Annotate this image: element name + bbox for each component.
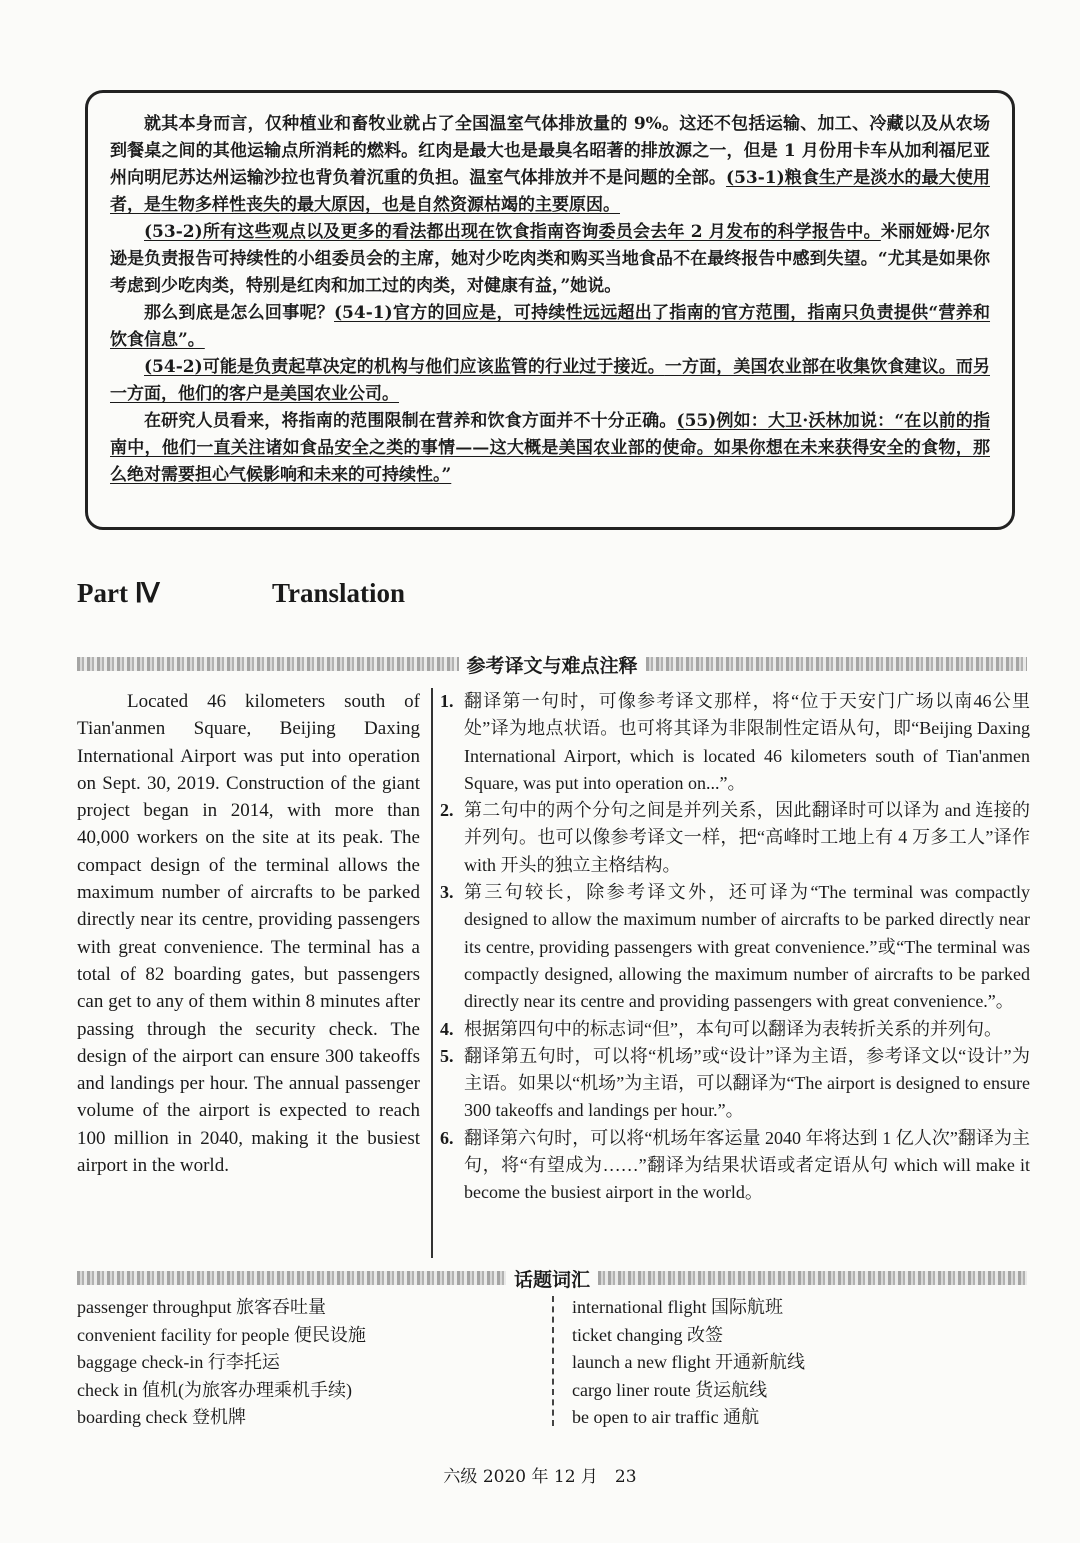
column-divider [431,688,433,1258]
bar-pattern-left [77,657,459,671]
bar-pattern-right [598,1271,1027,1285]
note-text: 翻译第五句时，可以将“机场”或“设计”译为主语，参考译文以“设计”为主语。如果以“机场”为主语，可以翻译为“The airport is designed to ensure 300 takeoffs and landings per hour.”。 [464,1045,1030,1121]
vocab-item: check in 值机(为旅客办理乘机手续) [77,1379,352,1400]
vocab-divider [552,1296,554,1426]
note-text: 根据第四句中的标志词“但”，本句可以翻译为表转折关系的并列句。 [464,1018,1002,1039]
paragraph-1 [110,111,990,219]
vocab-list-right [572,1294,805,1432]
sentence-55: (55)例如：大卫·沃林加说：“在以前的指南中，他们一直关注诸如食品安全之类的事情——这大概是美国农业部的使命。如果你想在未来获得安全的食物，那么绝对需要担心气候影响和未来的可持续性。” [110,411,990,485]
vocab-item: baggage check-in 行李托运 [77,1352,280,1372]
vocab-item: cargo liner route 货运航线 [572,1379,768,1400]
note-item [440,879,1030,1015]
note-number: 1. [440,691,454,711]
vocab-item: international flight 国际航班 [572,1297,783,1317]
note-number: 4. [440,1018,454,1039]
part-title: Translation [272,578,406,608]
vocab-item: ticket changing 改签 [572,1324,723,1345]
vocab-item: convenient facility for people 便民设施 [77,1324,366,1345]
vocab-list-left [77,1294,366,1432]
paragraph-5 [110,408,990,489]
paragraph-3-text: 那么到底是怎么回事呢？ [144,303,335,323]
section-bar-label: 参考译文与难点注释 [466,654,638,677]
vocab-item: passenger throughput 旅客吞吐量 [77,1297,326,1317]
paragraph-4 [110,354,990,408]
vocab-item: launch a new flight 开通新航线 [572,1352,805,1372]
reference-translation: Located 46 kilometers south of Tian'anmen Square, Beijing Daxing International Airport was put into operation on Sept. 30, 2019. Construction of the giant project began in 2014, with more than 40,000 workers on the site at its peak. The compact design of the terminal allows the maximum number of aircrafts to be parked directly near its centre, providing passengers with great convenience. The terminal has a total of 82 boarding gates, but passengers can get to any of them within 8 minutes after passing through the security check. The design of the airport can ensure 300 takeoffs and landings per hour. The annual passenger volume of the airport is expected to reach 100 million in 2040, making it the busiest airport in the world. [77,691,420,1177]
bar-pattern-left [77,1271,506,1285]
section-bar-reference [77,652,1027,676]
paragraph-5-text: 在研究人员看来，将指南的范围限制在营养和饮食方面并不十分正确。 [144,411,677,431]
reading-translation-box [85,90,1015,530]
paragraph-1-text: 就其本身而言，仅种植业和畜牧业就占了全国温室气体排放量的 9%。这还不包括运输、加工、冷藏以及从农场到餐桌之间的其他运输点所消耗的燃料。红肉是最大也是最臭名昭著的排放源之一，但是 1 月份用卡车从加利福尼亚州向明尼苏达州运输沙拉也背负着沉重的负担。温室气体排放并不是问题的全部。 [110,114,990,188]
note-text: 第二句中的两个分句之间是并列关系，因此翻译时可以译为 and 连接的并列句。也可以像参考译文一样，把“高峰时工地上有 4 万多工人”译作 with 开头的独立主格结构。 [464,800,1030,875]
page-footer: 六级 2020 年 12 月 23 [443,1467,637,1487]
vocab-item: boarding check 登机牌 [77,1407,246,1427]
section-bar-label: 话题词汇 [514,1268,591,1291]
note-text: 翻译第六句时，可以将“机场年客运量 2040 年将达到 1 亿人次”翻译为主句，将“有望成为……”翻译为结果状语或者定语从句 which will make it become the busiest airport in the world。 [464,1127,1030,1203]
paragraph-2-text: 米丽娅姆·尼尔逊是负责报告可持续性的小组委员会的主席，她对少吃肉类和购买当地食品不在最终报告中感到失望。“尤其是如果你考虑到少吃肉类，特别是红肉和加工过的肉类，对健康有益，”她说。 [110,222,990,296]
sentence-54-1: (54-1)官方的回应是，可持续性远远超出了指南的官方范围，指南只负责提供“营养和饮食信息”。 [110,303,991,350]
sentence-53-1: (53-1)粮食生产是淡水的最大使用者，是生物多样性丧失的最大原因，也是自然资源枯竭的主要原因。 [110,168,990,215]
sentence-53-2: (53-2)所有这些观点以及更多的看法都出现在饮食指南咨询委员会去年 2 月发布的科学报告中。 [144,222,881,242]
note-item [440,797,1030,879]
note-item [440,688,1030,797]
note-number: 5. [440,1045,454,1066]
note-number: 6. [440,1127,454,1148]
section-bar-vocabulary [77,1266,1027,1290]
sentence-54-2: (54-2)可能是负责起草决定的机构与他们应该监管的行业过于接近。 [144,357,665,377]
paragraph-2 [110,219,990,300]
vocab-item: be open to air traffic 通航 [572,1407,760,1427]
translation-notes [440,688,1030,1207]
part-number: Part Ⅳ [77,578,160,608]
note-number: 3. [440,882,454,903]
note-item [440,1016,1030,1043]
note-item [440,1125,1030,1207]
paragraph-4-text: 一方面，美国农业部在收集饮食建议。而另一方面，他们的客户是美国农业公司。 [110,357,990,404]
paragraph-3 [110,300,990,354]
note-number: 2. [440,800,454,821]
bar-pattern-right [646,657,1028,671]
note-item [440,1043,1030,1125]
note-text: 翻译第一句时，可像参考译文那样，将“位于天安门广场以南46公里处”译为地点状语。也可将其译为非限制性定语从句，即“Beijing Daxing International Airport, which is located 46 kilometers south of Tian'anmen Square, was put into operation on...”。 [464,691,1030,793]
note-text: 第三句较长，除参考译文外，还可译为“The terminal was compactly designed to allow the maximum number of aircrafts to be parked directly near its centre, providing passengers with great convenience.”或“The terminal was compactly designed, allowing the maximum number of aircrafts to be parked directly near its centre and providing passengers with great convenience.”。 [464,882,1030,1012]
